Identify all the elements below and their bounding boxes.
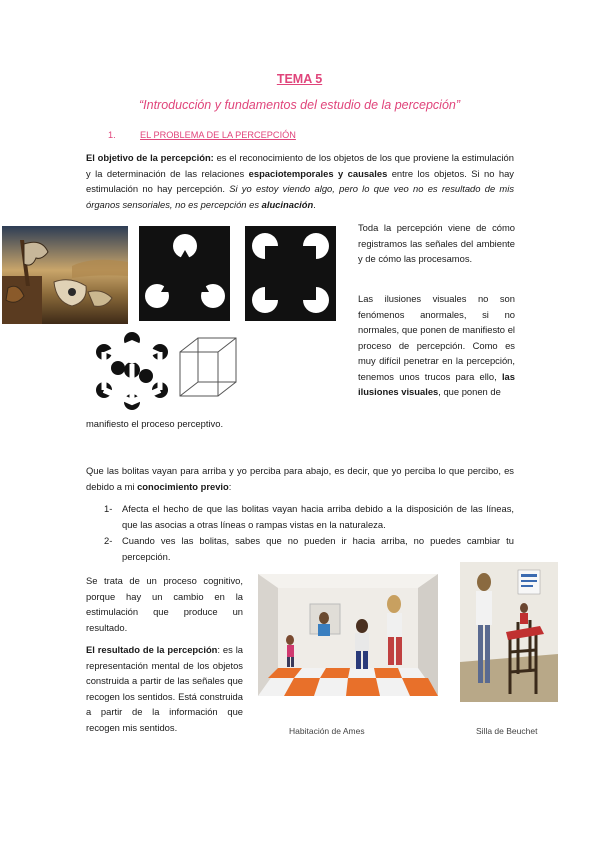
balls-text-1: Que las bolitas vayan para arriba y yo perciba para abajo, es decir, que yo perciba lo que percibo, es debido a mi	[86, 465, 514, 492]
section-number: 1.	[108, 130, 116, 140]
beuchet-chair-caption: Silla de Beuchet	[476, 726, 538, 736]
intro-text-2: entre los objetos. Si no hay estimulación no hay percepción.	[86, 167, 514, 194]
result-text: : es la representación mental de los objetos construida a partir de las señales que recogen los sentidos. Está construida a partir de la información que recogen mis sentidos.	[86, 644, 243, 733]
list-item-text: Afecta el hecho de que las bolitas vayan hacia arriba debido a la disposición de las líneas, que las asocias a otras líneas o rampas vistas en la naturaleza.	[122, 503, 514, 530]
intro-italic: Si yo estoy viendo algo, pero lo que veo no es resultado de mis órganos sensoriales, no es percepción es	[86, 183, 515, 210]
intro-paragraph	[86, 150, 514, 212]
section-heading	[108, 128, 296, 144]
balls-text-2: :	[228, 480, 232, 492]
list-item-number: 2-	[104, 535, 113, 546]
kanizsa-triangle-image	[139, 226, 230, 321]
intro-bold: espaciotemporales y causales	[248, 167, 388, 179]
illusions-bold: las ilusiones visuales	[358, 370, 515, 397]
ames-room-image	[258, 574, 438, 696]
ames-room-caption: Habitación de Ames	[289, 726, 365, 736]
intro-lead: El objetivo de la percepción:	[86, 152, 214, 163]
intro-end: .	[313, 198, 316, 210]
list-item	[104, 501, 514, 533]
balls-bold: conocimiento previo	[137, 480, 229, 492]
beuchet-chair-image	[460, 562, 558, 702]
illusions-text-1: Las ilusiones visuales no son fenómenos anormales, si no normales, que ponen de manifiesto el proceso de percepción. Como es muy difícil penetrar en la percepción, tenemos unos trucos para ello,	[358, 293, 515, 382]
illusions-text-2: , que ponen de	[438, 386, 501, 397]
kanizsa-cube-image	[92, 330, 172, 410]
section-title: EL PROBLEMA DE LA PERCEPCIÓN	[140, 130, 296, 140]
intro-italic-bold: alucinación	[261, 198, 314, 210]
illusions-paragraph	[358, 291, 515, 400]
continuation-text: manifiesto el proceso perceptivo.	[86, 418, 224, 429]
list-item-text: Cuando ves las bolitas, sabes que no pueden ir hacia arriba, no puedes cambiar tu percepción.	[122, 535, 514, 562]
result-lead: El resultado de la percepción	[86, 644, 218, 655]
kanizsa-square-image	[245, 226, 336, 321]
list-item-number: 1-	[104, 503, 113, 514]
cognitive-paragraph: Se trata de un proceso cognitivo, porque hay un cambio en la estimulación que produce un resultado.	[86, 575, 243, 633]
intro-text-1: es el reconocimiento de los objetos de los que proviene la estimulación y la determinación de las relaciones	[86, 152, 514, 179]
page-title: TEMA 5	[276, 72, 323, 86]
result-paragraph	[86, 642, 243, 735]
perception-paragraph: Toda la percepción viene de cómo registramos las señales del ambiente y de cómo las procesamos.	[358, 222, 515, 264]
page-subtitle: “Introducción y fundamentos del estudio de la percepción”	[138, 98, 461, 112]
dali-painting-image	[2, 226, 128, 324]
list-item	[104, 533, 514, 565]
balls-paragraph	[86, 463, 514, 494]
necker-cube-image	[176, 330, 242, 410]
